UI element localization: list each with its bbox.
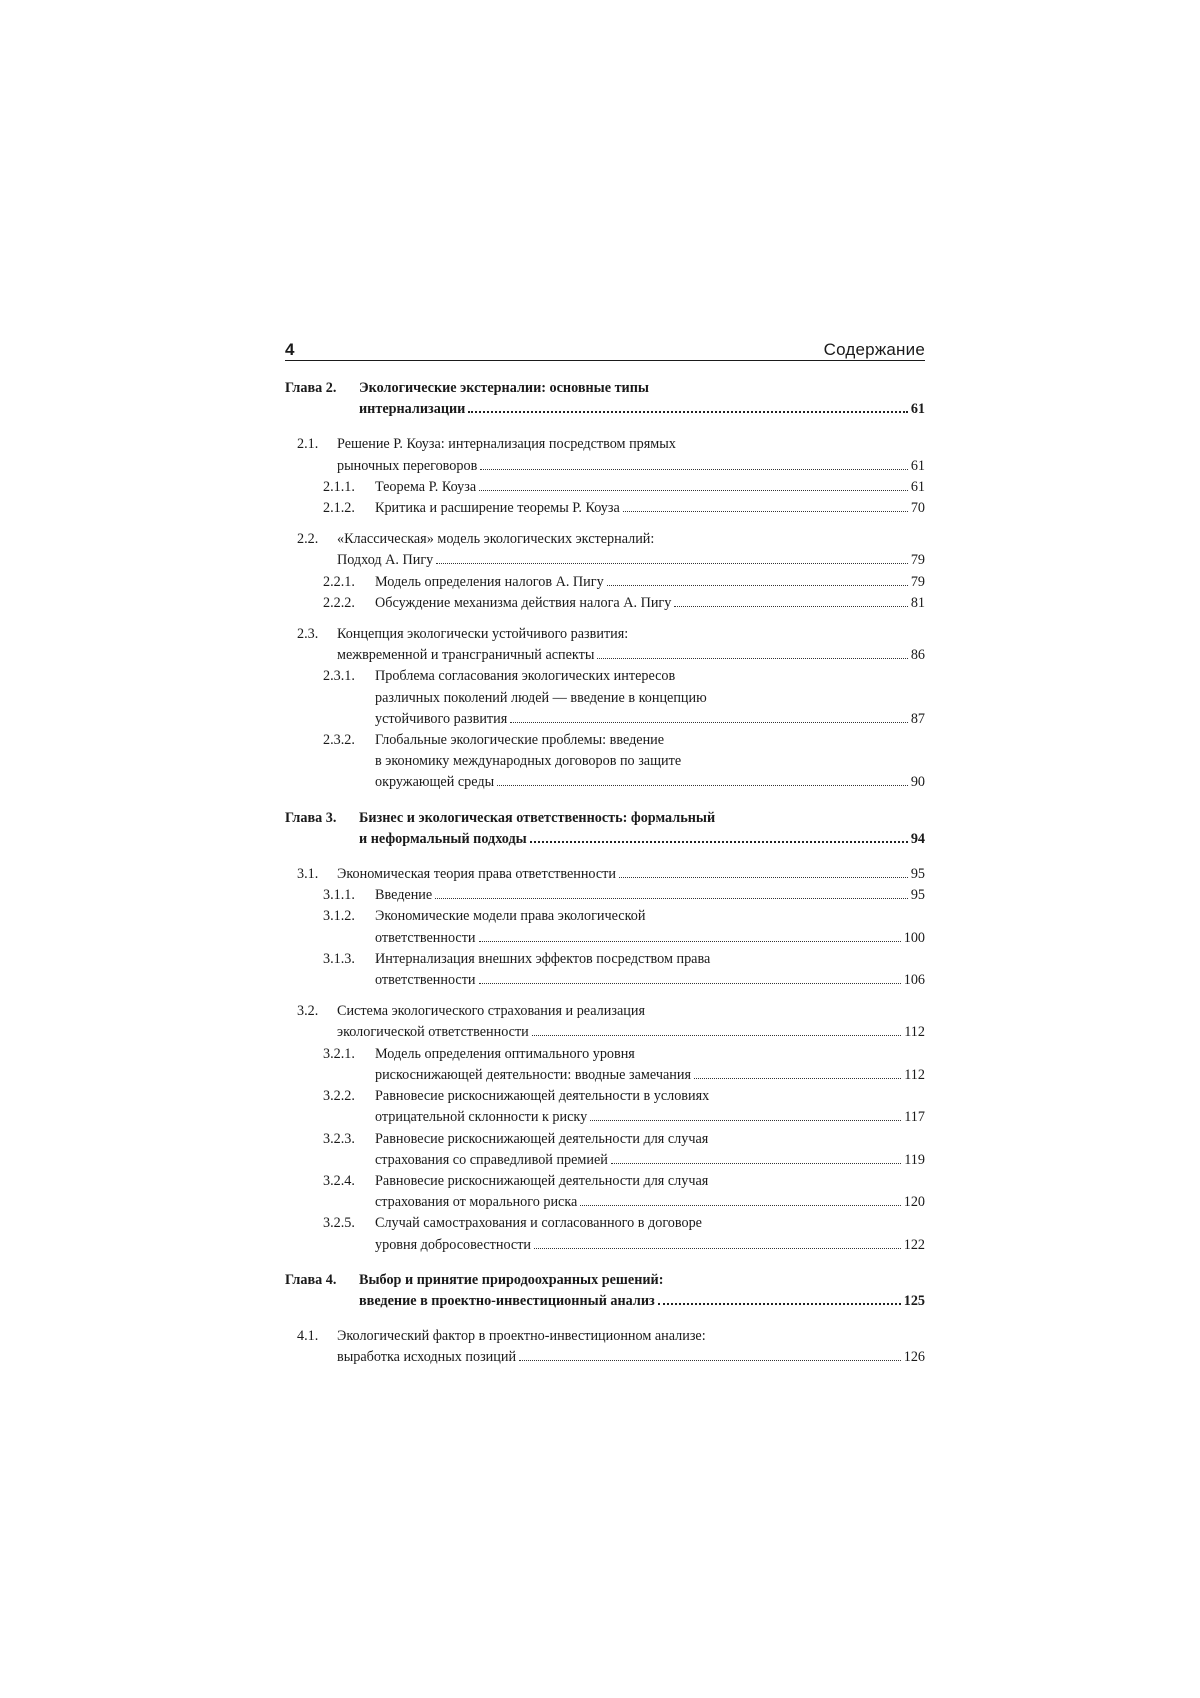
toc-entry-title: ответственности	[375, 929, 476, 946]
toc-entry-title: интернализации	[359, 401, 466, 418]
dot-leader	[611, 1163, 901, 1164]
toc-entry-title: Система экологического страхования и реализация	[337, 1003, 645, 1020]
toc-entry-number: 2.1.1.	[323, 478, 355, 495]
toc-page-number: 81	[910, 594, 925, 611]
toc-entry-title: Экологический фактор в проектно-инвестиционном анализе:	[337, 1328, 706, 1345]
toc-entry-title: экологической ответственности	[337, 1024, 529, 1041]
toc-entry	[285, 885, 925, 906]
toc-entry-number: 3.2.3.	[323, 1130, 355, 1147]
toc-entry-number: 3.1.3.	[323, 950, 355, 967]
toc-entry	[285, 1171, 925, 1213]
toc-page-number: 120	[903, 1194, 925, 1211]
toc-entry-title: и неформальный подходы	[359, 830, 527, 847]
dot-leader	[510, 722, 908, 723]
dot-leader	[435, 898, 908, 899]
toc-entry-number: 3.2.5.	[323, 1215, 355, 1232]
toc-entry	[285, 1001, 925, 1043]
toc-entry-title: Равновесие рискоснижающей деятельности для случая	[375, 1130, 709, 1147]
toc-entry-title: введение в проектно-инвестиционный анализ	[359, 1292, 655, 1309]
dot-leader	[479, 941, 901, 942]
dot-leader	[479, 983, 901, 984]
toc-entry-number: 2.2.2.	[323, 594, 355, 611]
toc-page-number: 106	[903, 972, 925, 989]
toc-entry	[285, 1086, 925, 1128]
toc-entry-title: устойчивого развития	[375, 710, 508, 727]
toc-entry	[285, 593, 925, 614]
dot-leader	[468, 411, 907, 413]
dot-leader	[658, 1303, 901, 1305]
toc-entry	[285, 864, 925, 885]
toc-entry-title: страхования от морального риска	[375, 1194, 578, 1211]
toc-entry-title: Экологические экстерналии: основные типы	[359, 380, 649, 396]
toc-entry-title: Экономическая теория права ответственности	[337, 866, 616, 883]
toc-entry-number: 2.3.	[297, 626, 319, 643]
toc-entry-number: 3.2.	[297, 1003, 319, 1020]
toc-entry-number: Глава 4.	[285, 1271, 337, 1288]
dot-leader	[534, 1248, 901, 1249]
toc-page-number: 79	[910, 573, 925, 590]
toc-entry-title: Глобальные экологические проблемы: введение	[375, 732, 665, 749]
toc-entry-title: Теорема Р. Коуза	[375, 478, 477, 495]
toc-entry-title: Случай самострахования и согласованного в договоре	[375, 1215, 702, 1232]
dot-leader	[436, 563, 908, 564]
toc-entry	[285, 666, 925, 730]
toc-entry-title: страхования со справедливой премией	[375, 1151, 608, 1168]
toc-chapter	[285, 1270, 925, 1312]
toc-entry-number: Глава 2.	[285, 380, 337, 396]
toc-entry-number: 2.1.2.	[323, 500, 355, 517]
toc-page-number: 125	[903, 1292, 925, 1309]
toc-entry-title: Подход А. Пигу	[337, 552, 434, 569]
toc-entry-title: Равновесие рискоснижающей деятельности для случая	[375, 1172, 709, 1189]
dot-leader	[497, 785, 908, 786]
toc-entry-title: рискоснижающей деятельности: вводные замечания	[375, 1066, 691, 1083]
toc-entry-title: ответственности	[375, 972, 476, 989]
toc-page-number: 100	[903, 929, 925, 946]
toc-entry-number: 2.1.	[297, 436, 319, 453]
dot-leader	[519, 1360, 901, 1361]
toc-entry	[285, 1129, 925, 1171]
toc-entry-number: 3.2.4.	[323, 1172, 355, 1189]
toc-entry-title: Критика и расширение теоремы Р. Коуза	[375, 500, 620, 517]
toc-entry-title: окружающей среды	[375, 774, 495, 791]
dot-leader	[694, 1078, 901, 1079]
toc-page-number: 122	[903, 1236, 925, 1253]
toc-page-number: 126	[903, 1349, 925, 1366]
dot-leader	[597, 658, 907, 659]
toc-entry-title: Концепция экологически устойчивого развития:	[337, 626, 629, 643]
dot-leader	[674, 606, 907, 607]
toc-entry-number: 3.1.1.	[323, 887, 355, 904]
toc-page-number: 94	[910, 830, 925, 847]
toc-entry-title: выработка исходных позиций	[337, 1349, 517, 1366]
dot-leader	[580, 1205, 900, 1206]
toc-entry	[285, 730, 925, 794]
toc-entry	[285, 477, 925, 498]
toc-entry	[285, 624, 925, 666]
toc-page-number: 117	[904, 1109, 925, 1126]
toc-entry-title: Экономические модели права экологической	[375, 908, 646, 925]
toc-entry-number: 4.1.	[297, 1328, 319, 1345]
toc-page-number: 86	[910, 647, 925, 664]
toc-entry-title: «Классическая» модель экологических экстерналий:	[337, 531, 655, 548]
toc-entry-title: Обсуждение механизма действия налога А. Пигу	[375, 594, 672, 611]
toc-entry-number: 2.3.1.	[323, 668, 355, 685]
toc-entry-number: 2.2.	[297, 531, 319, 548]
toc-entry-title: межвременной и трансграничный аспекты	[337, 647, 595, 664]
toc-entry	[285, 1044, 925, 1086]
dot-leader	[619, 877, 908, 878]
toc-page-number: 95	[910, 887, 925, 904]
toc-chapter	[285, 378, 925, 420]
toc-entry-title: различных поколений людей — введение в концепцию	[375, 689, 707, 706]
toc-page-number: 70	[910, 500, 925, 517]
toc-entry-number: 3.1.	[297, 866, 319, 883]
toc-entry-number: 2.2.1.	[323, 573, 355, 590]
toc-entry-title: Модель определения оптимального уровня	[375, 1045, 635, 1062]
dot-leader	[532, 1035, 901, 1036]
toc-entry-title: Бизнес и экологическая ответственность: формальный	[359, 809, 716, 826]
toc-page-number: 87	[910, 710, 925, 727]
toc-entry-number: 2.3.2.	[323, 732, 355, 749]
toc-entry	[285, 434, 925, 476]
dot-leader	[623, 511, 908, 512]
toc-entry	[285, 1213, 925, 1255]
toc-entry	[285, 949, 925, 991]
toc-entry-title: отрицательной склонности к риску	[375, 1109, 588, 1126]
toc-entry-title: Равновесие рискоснижающей деятельности в условиях	[375, 1088, 710, 1105]
toc-page-number: 119	[904, 1151, 925, 1168]
toc-page-number: 79	[910, 552, 925, 569]
toc-entry-title: Решение Р. Коуза: интернализация посредством прямых	[337, 436, 676, 453]
toc-entry-title: Выбор и принятие природоохранных решений:	[359, 1271, 664, 1288]
toc-page-number: 61	[910, 478, 925, 495]
toc-page-number: 112	[904, 1024, 925, 1041]
toc-entry	[285, 529, 925, 571]
toc-page-number: 90	[910, 774, 925, 791]
page-header	[285, 338, 925, 361]
toc-page-number: 112	[904, 1066, 925, 1083]
toc-entry-title: уровня добросовестности	[375, 1236, 532, 1253]
toc-entry-title: Введение	[375, 887, 433, 904]
page-number: 4	[285, 340, 295, 359]
toc-entry-number: 3.2.2.	[323, 1088, 355, 1105]
dot-leader	[530, 841, 908, 843]
toc-entry	[285, 572, 925, 593]
toc-entry	[285, 1326, 925, 1368]
toc-page-number: 61	[910, 401, 925, 418]
toc-chapter	[285, 808, 925, 850]
dot-leader	[590, 1120, 901, 1121]
toc-page-number: 61	[910, 457, 925, 474]
toc-entry-title: Интернализация внешних эффектов посредством права	[375, 950, 711, 967]
toc-entry-title: Проблема согласования экологических интересов	[375, 668, 676, 685]
dot-leader	[479, 490, 908, 491]
toc-entry-title: в экономику международных договоров по защите	[375, 753, 682, 770]
toc-entry	[285, 498, 925, 519]
toc-entry-title: Модель определения налогов А. Пигу	[375, 573, 604, 590]
running-title: Содержание	[823, 340, 925, 359]
toc-entry-number: 3.1.2.	[323, 908, 355, 925]
table-of-contents	[285, 378, 925, 1369]
toc-entry-number: Глава 3.	[285, 809, 337, 826]
toc-page-number: 95	[910, 866, 925, 883]
toc-entry	[285, 906, 925, 948]
toc-entry-title: рыночных переговоров	[337, 457, 478, 474]
dot-leader	[480, 469, 908, 470]
dot-leader	[607, 585, 908, 586]
toc-entry-number: 3.2.1.	[323, 1045, 355, 1062]
